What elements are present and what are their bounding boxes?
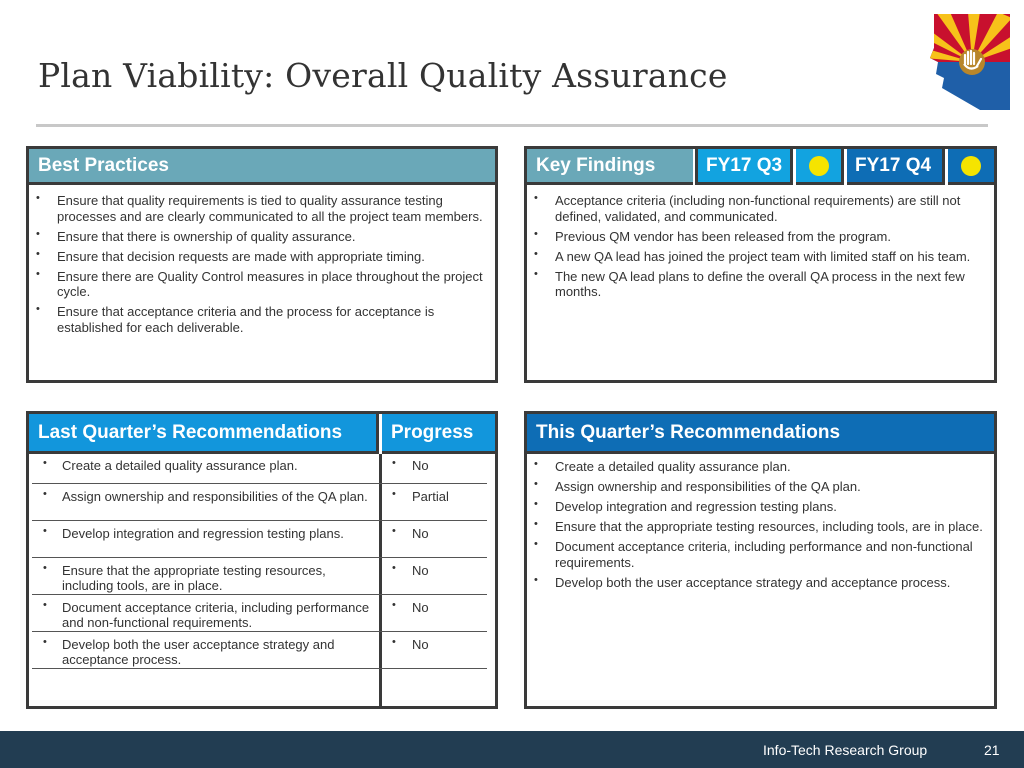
list-item: • Ensure that quality requirements is tied to quality assurance testing processes and are clearly communicated to all the project team members. xyxy=(29,193,489,224)
progress-cell: • No xyxy=(382,526,487,541)
list-item: • Ensure that decision requests are made with appropriate timing. xyxy=(29,249,489,265)
title-divider xyxy=(36,124,988,127)
list-item: • Ensure that acceptance criteria and the process for acceptance is established for each deliverable. xyxy=(29,304,489,335)
this-quarter-list xyxy=(527,459,989,595)
progress-cell: • No xyxy=(382,637,487,652)
this-quarter-header: This Quarter’s Recommendations xyxy=(527,414,994,454)
best-practices-header: Best Practices xyxy=(29,149,495,185)
progress-cell: • No xyxy=(382,600,487,615)
footer-org: Info-Tech Research Group xyxy=(763,742,928,758)
progress-cell: • No xyxy=(382,458,487,473)
progress-cell: • Partial xyxy=(382,489,487,504)
table-row xyxy=(32,521,487,558)
progress-cell: • No xyxy=(382,563,487,578)
fy17-q4-label: FY17 Q4 xyxy=(847,149,945,185)
best-practices-panel xyxy=(26,146,498,383)
page-title: Plan Viability: Overall Quality Assurance xyxy=(38,56,728,95)
list-item: • Develop both the user acceptance strategy and acceptance process. xyxy=(527,575,989,591)
list-item: • Assign ownership and responsibilities of the QA plan. xyxy=(527,479,989,495)
recommendation-cell: • Ensure that the appropriate testing resources, including tools, are in place. xyxy=(32,563,372,593)
list-item: • Previous QM vendor has been released from the program. xyxy=(527,229,987,245)
q4-status-dot-icon xyxy=(961,156,981,176)
table-row xyxy=(32,458,487,484)
recommendation-cell: • Assign ownership and responsibilities of the QA plan. xyxy=(32,489,372,504)
q3-status-dot-icon xyxy=(809,156,829,176)
last-quarter-panel xyxy=(26,411,498,709)
list-item: • A new QA lead has joined the project team with limited staff on his team. xyxy=(527,249,987,265)
arizona-state-logo-icon xyxy=(924,12,1012,112)
table-row xyxy=(32,595,487,632)
table-row xyxy=(32,558,487,595)
progress-header: Progress xyxy=(382,414,495,454)
list-item: • Ensure that the appropriate testing resources, including tools, are in place. xyxy=(527,519,989,535)
last-quarter-header: Last Quarter’s Recommendations xyxy=(29,414,379,454)
best-practices-list xyxy=(29,193,489,340)
key-findings-panel xyxy=(524,146,997,383)
recommendation-cell: • Create a detailed quality assurance plan. xyxy=(32,458,372,473)
key-findings-header: Key Findings xyxy=(527,149,693,185)
key-findings-list xyxy=(527,193,987,304)
recommendation-cell: • Develop integration and regression testing plans. xyxy=(32,526,372,541)
recommendation-cell: • Document acceptance criteria, including performance and non-functional requirements. xyxy=(32,600,372,630)
list-item: • Document acceptance criteria, including performance and non-functional requirements. xyxy=(527,539,989,570)
list-item: • Acceptance criteria (including non-functional requirements) are still not defined, validated, and communicated. xyxy=(527,193,987,224)
list-item: • The new QA lead plans to define the overall QA process in the next few months. xyxy=(527,269,987,300)
page-number: 21 xyxy=(984,742,1000,758)
footer-bar xyxy=(0,731,1024,768)
list-item: • Create a detailed quality assurance plan. xyxy=(527,459,989,475)
this-quarter-panel xyxy=(524,411,997,709)
q3-status-cell xyxy=(796,149,844,185)
list-item: • Ensure that there is ownership of quality assurance. xyxy=(29,229,489,245)
q4-status-cell xyxy=(948,149,994,185)
table-row xyxy=(32,484,487,521)
list-item: • Develop integration and regression testing plans. xyxy=(527,499,989,515)
recommendation-cell: • Develop both the user acceptance strategy and acceptance process. xyxy=(32,637,372,667)
table-row xyxy=(32,632,487,669)
fy17-q3-label: FY17 Q3 xyxy=(695,149,793,185)
list-item: • Ensure there are Quality Control measures in place throughout the project cycle. xyxy=(29,269,489,300)
